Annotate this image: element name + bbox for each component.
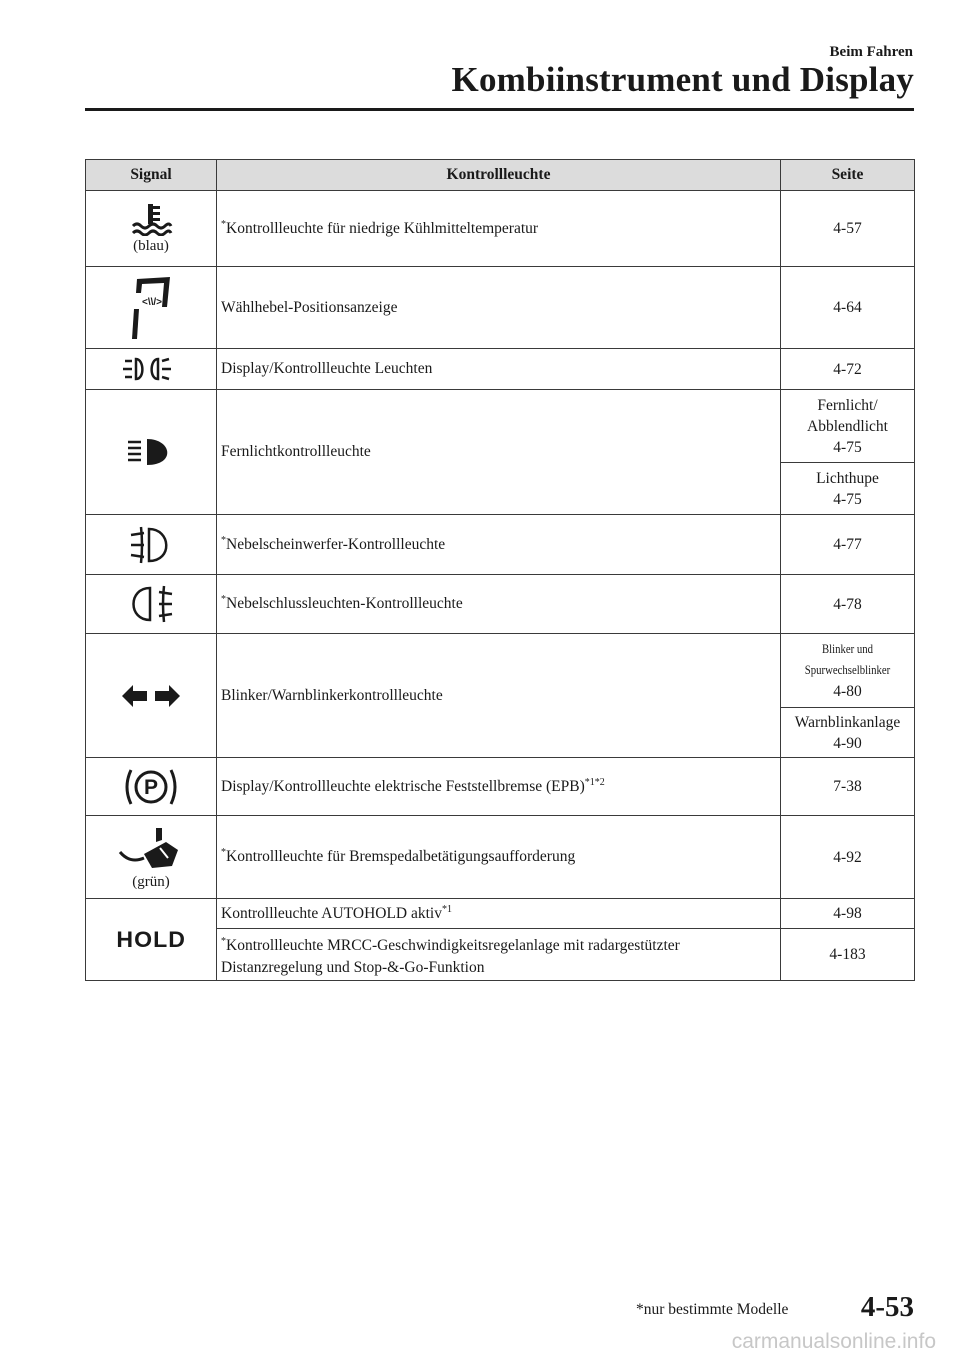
description-text: Nebelscheinwerfer-Kontrollleuchte <box>226 536 446 554</box>
page-reference: 4-64 <box>781 267 915 349</box>
signal-table <box>85 159 915 981</box>
description-text: Fernlichtkontrollleuchte <box>221 443 371 460</box>
signal-cell <box>86 267 217 349</box>
page-label: Warnblinkanlage <box>794 713 901 731</box>
table-row <box>86 349 915 390</box>
color-note: (grün) <box>132 873 170 890</box>
description-cell <box>217 634 781 758</box>
description-cell <box>217 816 781 899</box>
selector-lever-position-icon <box>126 275 176 341</box>
footnote-star: * <box>221 534 226 546</box>
column-header-signal: Signal <box>86 160 217 191</box>
page-label: Spurwechselblinker <box>804 663 891 677</box>
footnote-star: * <box>221 218 226 230</box>
page-reference: 7-38 <box>781 758 915 816</box>
description-text: Display/Kontrollleuchte elektrische Feststellbremse (EPB) <box>221 778 585 796</box>
footnote-star: * <box>221 594 226 606</box>
coolant-temperature-low-icon <box>129 202 173 236</box>
page-reference: 4-57 <box>781 191 915 267</box>
table-row <box>86 575 915 634</box>
column-header-indicator: Kontrollleuchte <box>217 160 781 191</box>
table-row <box>86 191 915 267</box>
signal-cell <box>86 758 217 816</box>
electric-parking-brake-icon <box>119 764 183 810</box>
description-text: Display/Kontrollleuchte Leuchten <box>221 360 433 377</box>
signal-cell <box>86 191 217 267</box>
table-row <box>86 816 915 899</box>
page-number: 4-75 <box>833 490 862 508</box>
signal-cell <box>86 515 217 575</box>
description-cell <box>217 390 781 515</box>
description-text: Kontrollleuchte MRCC-Geschwindigkeitsregelanlage mit radargestützter Distanzregelung und Stop-&-Go-Funktion <box>221 937 680 976</box>
description-cell <box>217 515 781 575</box>
page-reference <box>781 463 915 515</box>
page-number: 4-80 <box>833 683 862 700</box>
description-text: Kontrollleuchte für Bremspedalbetätigungsaufforderung <box>226 848 576 866</box>
brake-pedal-icon <box>116 824 186 872</box>
page-label: Abblendlicht <box>807 417 888 435</box>
page-number: 4-53 <box>860 1291 914 1323</box>
description-cell <box>217 191 781 267</box>
description-text: Blinker/Warnblinkerkontrollleuchte <box>221 686 443 704</box>
page-reference: 4-78 <box>781 575 915 634</box>
signal-cell <box>86 899 217 981</box>
page-reference: 4-77 <box>781 515 915 575</box>
signal-cell <box>86 575 217 634</box>
table-row <box>86 267 915 349</box>
watermark: carmanualsonline.info <box>731 1330 936 1353</box>
page-label: Lichthupe <box>816 469 879 487</box>
turn-signal-icon <box>119 681 183 711</box>
page-title: Kombiinstrument und Display <box>451 60 914 99</box>
description-text: Nebelschlussleuchten-Kontrollleuchte <box>226 595 463 613</box>
page-label: Blinker und <box>821 642 874 656</box>
page-label: Fernlicht/ <box>817 396 878 414</box>
page-reference: 4-92 <box>781 816 915 899</box>
footnote-reference: *1*2 <box>584 776 605 788</box>
svg-text:<\\/>: <\\/> <box>142 296 163 308</box>
page-reference: 4-183 <box>781 929 915 981</box>
page-reference: 4-98 <box>781 899 915 929</box>
description-text: Wählhebel-Positionsanzeige <box>221 298 398 316</box>
autohold-icon: HOLD <box>116 926 186 952</box>
description-cell <box>217 349 781 390</box>
page-reference: 4-72 <box>781 349 915 390</box>
footnote-star: * <box>221 936 226 948</box>
footnote-models: *nur bestimmte Modelle <box>636 1301 789 1318</box>
footnote-star: * <box>221 847 226 859</box>
lights-on-icon <box>121 354 181 384</box>
section-heading: Beim Fahren <box>829 44 913 60</box>
front-fog-light-icon <box>127 525 175 565</box>
description-cell <box>217 575 781 634</box>
color-note: (blau) <box>133 238 169 254</box>
svg-text:P: P <box>143 775 159 799</box>
signal-cell <box>86 349 217 390</box>
table-row <box>86 899 915 929</box>
page-reference <box>781 390 915 463</box>
table-header-row <box>86 160 915 191</box>
description-text: Kontrollleuchte AUTOHOLD aktiv <box>221 905 442 923</box>
page-number: 4-90 <box>833 734 862 752</box>
table-row <box>86 634 915 708</box>
page-number: 4-75 <box>833 438 862 456</box>
footnote-reference: *1 <box>441 903 452 915</box>
description-cell <box>217 929 781 981</box>
description-cell <box>217 899 781 929</box>
signal-cell <box>86 816 217 899</box>
column-header-page: Seite <box>781 160 915 191</box>
rear-fog-light-icon <box>126 584 176 624</box>
header-rule <box>85 108 914 111</box>
signal-cell <box>86 390 217 515</box>
high-beam-icon <box>124 436 178 468</box>
page-reference <box>781 634 915 708</box>
table-row <box>86 390 915 463</box>
description-cell <box>217 267 781 349</box>
signal-cell <box>86 634 217 758</box>
table-row <box>86 758 915 816</box>
description-text: Kontrollleuchte für niedrige Kühlmitteltemperatur <box>226 220 539 238</box>
table-row <box>86 515 915 575</box>
description-cell <box>217 758 781 816</box>
page-reference <box>781 708 915 758</box>
